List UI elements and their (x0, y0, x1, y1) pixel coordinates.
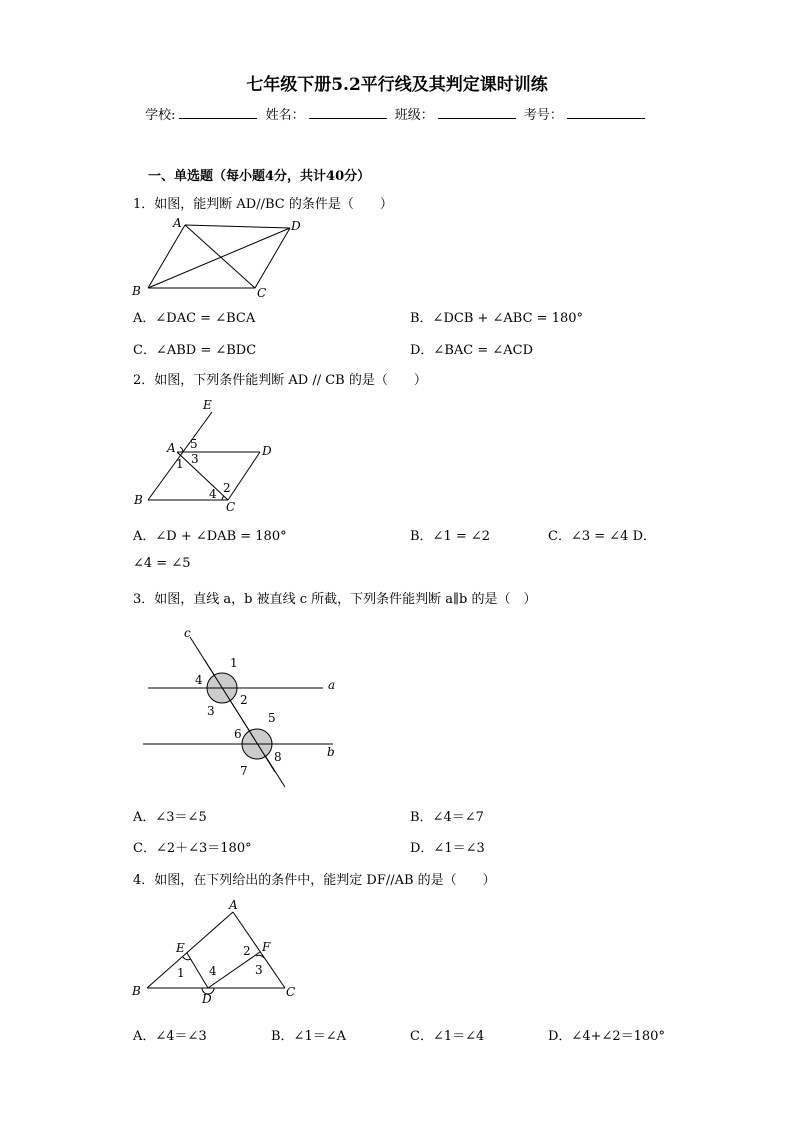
q2-angle-5: 5 (190, 437, 198, 451)
q2-angle-1: 1 (176, 457, 184, 471)
q1-label-a: A (173, 216, 182, 230)
q4-label-d: D (202, 992, 212, 1006)
q3-angle-4: 4 (195, 673, 203, 687)
q4-label-f: F (262, 940, 271, 954)
q2-angle-arc (222, 496, 224, 500)
q2-label-c: C (226, 500, 236, 514)
q2-line-eb (148, 412, 212, 500)
q2-line-dc (228, 452, 260, 500)
q3-option-b[interactable]: B．∠4＝∠7 (410, 810, 484, 825)
q4-option-a[interactable]: A．∠4＝∠3 (133, 1029, 207, 1044)
q2-label-d: D (262, 444, 272, 458)
q3-label-c: c (184, 626, 191, 640)
name-blank[interactable] (309, 105, 387, 119)
q2-option-b[interactable]: B．∠1 = ∠2 (410, 529, 491, 544)
q2-label-a: A (167, 441, 176, 455)
q1-diagonal-bd (148, 228, 290, 288)
q4-option-d[interactable]: D．∠4+∠2＝180° (548, 1029, 665, 1044)
class-blank[interactable] (438, 105, 516, 119)
q1-figure (130, 215, 310, 300)
q2-option-d[interactable]: ∠4 = ∠5 (133, 556, 191, 571)
q4-angle-4: 4 (209, 964, 217, 978)
q2-stem: 2．如图，下列条件能判断 AD // CB 的是（ ） (133, 373, 427, 388)
q4-label-a: A (229, 898, 238, 912)
section-title: 一、单选题（每小题4分，共计40分） (148, 169, 371, 184)
q3-option-a[interactable]: A．∠3＝∠5 (133, 810, 207, 825)
q2-label-e: E (203, 398, 212, 412)
q1-option-a[interactable]: A．∠DAC = ∠BCA (133, 311, 256, 326)
school-label: 学校: (145, 108, 176, 123)
q3-figure (140, 625, 350, 795)
q3-angle-6: 6 (234, 727, 242, 741)
q3-angle-8: 8 (274, 750, 282, 764)
q2-figure (130, 397, 290, 517)
q4-angle-1: 1 (177, 966, 185, 980)
q3-option-d[interactable]: D．∠1＝∠3 (410, 841, 485, 856)
q3-angle-5: 5 (268, 711, 276, 725)
q4-line-ab (147, 912, 233, 988)
q1-line-ad (185, 225, 290, 228)
q3-option-c[interactable]: C．∠2＋∠3＝180° (133, 841, 252, 856)
q3-angle-1: 1 (230, 656, 238, 670)
q1-label-b: B (132, 284, 141, 298)
q1-label-d: D (291, 219, 301, 233)
q3-label-a: a (328, 678, 336, 692)
q2-angle-2: 2 (223, 481, 231, 495)
q3-angle-2: 2 (240, 693, 248, 707)
q2-angle-3: 3 (191, 452, 199, 466)
name-label: 姓名： (265, 108, 305, 123)
number-blank[interactable] (567, 105, 645, 119)
q4-option-b[interactable]: B．∠1＝∠A (271, 1029, 346, 1044)
q2-option-a[interactable]: A．∠D + ∠DAB = 180° (133, 529, 287, 544)
q4-option-c[interactable]: C．∠1＝∠4 (410, 1029, 485, 1044)
q2-angle-4: 4 (209, 487, 217, 501)
q1-diagonal-ac (185, 225, 255, 288)
q4-angle-3: 3 (255, 963, 263, 977)
q1-stem: 1．如图，能判断 AD//BC 的条件是（ ） (133, 197, 393, 212)
q4-figure (130, 897, 310, 1012)
q2-option-c[interactable]: C．∠3 = ∠4 D． (548, 529, 656, 544)
q3-label-b: b (327, 745, 335, 759)
number-label: 考号： (523, 108, 563, 123)
q3-angle-3: 3 (207, 704, 215, 718)
q4-angle-2: 2 (243, 944, 251, 958)
q2-line-ac (177, 452, 228, 500)
q4-stem: 4．如图，在下列给出的条件中，能判定 DF//AB 的是（ ） (133, 873, 496, 888)
q1-line-ab (148, 225, 185, 288)
student-info-line (0, 104, 794, 123)
q4-label-b: B (132, 984, 141, 998)
q4-label-e: E (176, 941, 185, 955)
q1-option-c[interactable]: C．∠ABD = ∠BDC (133, 343, 257, 358)
page-title: 七年级下册5.2平行线及其判定课时训练 (246, 75, 548, 95)
q4-label-c: C (286, 985, 296, 999)
q1-option-b[interactable]: B．∠DCB + ∠ABC = 180° (410, 311, 584, 326)
class-label: 班级： (394, 108, 434, 123)
q2-angle-arc (180, 447, 183, 452)
q1-label-c: C (257, 286, 267, 300)
school-blank[interactable] (179, 105, 257, 119)
q3-angle-7: 7 (240, 764, 248, 778)
q4-line-ed (187, 953, 208, 988)
q3-stem: 3．如图，直线 a，b 被直线 c 所截，下列条件能判断 a∥b 的是（ ） (133, 592, 537, 607)
q2-label-b: B (134, 493, 143, 507)
q1-option-d[interactable]: D．∠BAC = ∠ACD (410, 343, 534, 358)
q1-line-dc (255, 228, 290, 288)
